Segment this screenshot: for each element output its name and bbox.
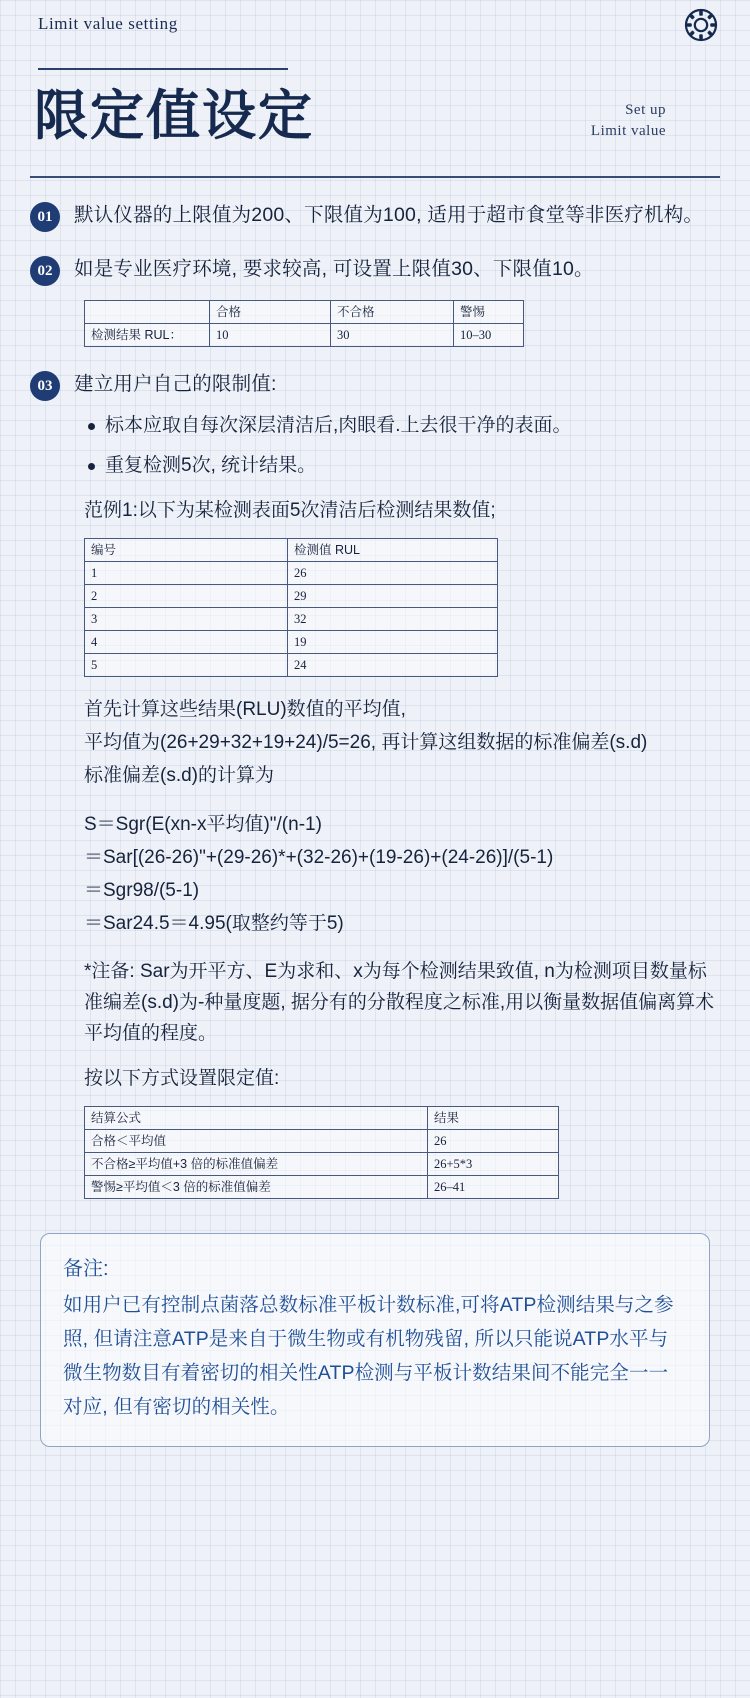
table-cell: 检测结果 RUL：: [85, 324, 210, 347]
formula-block: [84, 808, 720, 940]
bullet-dot-icon: [88, 423, 95, 430]
measurements-table: [84, 538, 498, 677]
remark-title: 备注:: [63, 1258, 109, 1280]
table-row: [85, 1176, 559, 1199]
table-header-cell: 警惕: [454, 301, 524, 324]
formula-line: ＝Sgr98/(5-1): [84, 880, 200, 901]
page-title: 限定值设定: [34, 86, 314, 146]
table-cell: 警惕≥平均值＜3 倍的标准值偏差: [85, 1176, 428, 1199]
english-subtitle-line1: Set up: [625, 102, 666, 118]
list-item: [30, 254, 720, 286]
table-cell: 3: [85, 608, 288, 631]
item-number-badge: 01: [30, 202, 60, 232]
table-row: [85, 1153, 559, 1176]
english-subtitle: [591, 100, 666, 142]
table-cell: 24: [288, 654, 498, 677]
formula-line: ＝Sar[(26-26)"+(29-26)*+(32-26)+(19-26)+(24-26)]/(5-1): [84, 847, 554, 868]
title-row: [30, 84, 720, 160]
table-row: [85, 562, 498, 585]
item-number-badge: 03: [30, 371, 60, 401]
bullet-text: 标本应取自每次深层清洁后,肉眼看.上去很干净的表面。: [105, 415, 572, 436]
bullet-text: 重复检测5次, 统计结果。: [105, 455, 317, 476]
measurements-table-wrap: [84, 538, 720, 677]
footnote: *注备: Sar为开平方、E为求和、x为每个检测结果致值, n为检测项目数量标准编差(s.d)为-种量度题, 据分有的分散程度之标准,用以衡量数据值偏离算术平均值的程度。: [84, 961, 715, 1044]
formula-line: S＝Sgr(E(xn-x平均值)"/(n-1): [84, 814, 322, 835]
table-header-cell: 编号: [85, 539, 288, 562]
formula-result-table-wrap: [84, 1106, 720, 1199]
gear-icon[interactable]: [684, 8, 718, 42]
page-kicker: Limit value setting: [38, 14, 178, 33]
bullet-dot-icon: [88, 463, 95, 470]
divider-short: [38, 68, 288, 70]
table-cell: 19: [288, 631, 498, 654]
bullet-item: [84, 411, 720, 441]
table-row: [85, 608, 498, 631]
table-row: [85, 539, 498, 562]
table-cell: 26: [288, 562, 498, 585]
table-cell: 合格＜平均值: [85, 1130, 428, 1153]
table-cell: 26: [428, 1130, 559, 1153]
table-row: [85, 301, 524, 324]
page-header: [30, 0, 720, 60]
table-cell: 10–30: [454, 324, 524, 347]
limit-values-table: [84, 300, 524, 347]
table-header-cell: 检测值 RUL: [288, 539, 498, 562]
table-header-cell: 结果: [428, 1107, 559, 1130]
list-item: [30, 200, 720, 232]
table-cell: 32: [288, 608, 498, 631]
table-header-cell: 合格: [210, 301, 331, 324]
table-cell: 不合格≥平均值+3 倍的标准值偏差: [85, 1153, 428, 1176]
table-row: [85, 1107, 559, 1130]
divider-long: [30, 176, 720, 178]
item-text: 建立用户自己的限制值:: [74, 373, 277, 395]
calculation-intro: [84, 693, 720, 792]
table-cell: 2: [85, 585, 288, 608]
table-cell: 1: [85, 562, 288, 585]
remark-box: [40, 1233, 710, 1447]
table-cell: 26–41: [428, 1176, 559, 1199]
table-header-cell: 不合格: [331, 301, 454, 324]
item-text: 如是专业医疗环境, 要求较高, 可设置上限值30、下限值10。: [74, 258, 594, 280]
table-cell: 10: [210, 324, 331, 347]
calc-intro-line: 平均值为(26+29+32+19+24)/5=26, 再计算这组数据的标准偏差(s.d): [84, 732, 648, 753]
remark-body: 如用户已有控制点菌落总数标准平板计数标准,可将ATP检测结果与之参照, 但请注意ATP是来自于微生物或有机物残留, 所以只能说ATP水平与微生物数目有着密切的相关性ATP检测与平板计数结果间不能完全一一对应, 但有密切的相关性。: [63, 1294, 674, 1418]
item-text: 默认仪器的上限值为200、下限值为100, 适用于超市食堂等非医疗机构。: [74, 204, 704, 226]
table-cell: 29: [288, 585, 498, 608]
table-row: [85, 1130, 559, 1153]
calc-intro-line: 首先计算这些结果(RLU)数值的平均值,: [84, 699, 406, 720]
limit-values-table-wrap: [84, 300, 720, 347]
item-number-badge: 02: [30, 256, 60, 286]
table-row: [85, 585, 498, 608]
calc-intro-line: 标准偏差(s.d)的计算为: [84, 765, 275, 786]
table-cell: 4: [85, 631, 288, 654]
table-cell: 5: [85, 654, 288, 677]
list-item: [30, 369, 720, 401]
bullet-item: [84, 451, 720, 481]
table-row: [85, 324, 524, 347]
formula-result-table: [84, 1106, 559, 1199]
table-row: [85, 631, 498, 654]
table-header-cell: [85, 301, 210, 324]
setting-caption: 按以下方式设置限定值:: [84, 1068, 280, 1089]
table-header-cell: 结算公式: [85, 1107, 428, 1130]
example-caption: 范例1:以下为某检测表面5次清洁后检测结果数值;: [84, 500, 496, 521]
english-subtitle-line2: Limit value: [590, 123, 666, 139]
table-cell: 30: [331, 324, 454, 347]
table-cell: 26+5*3: [428, 1153, 559, 1176]
formula-line: ＝Sar24.5＝4.95(取整约等于5): [84, 913, 344, 934]
item-03-content: [84, 411, 720, 1199]
table-row: [85, 654, 498, 677]
